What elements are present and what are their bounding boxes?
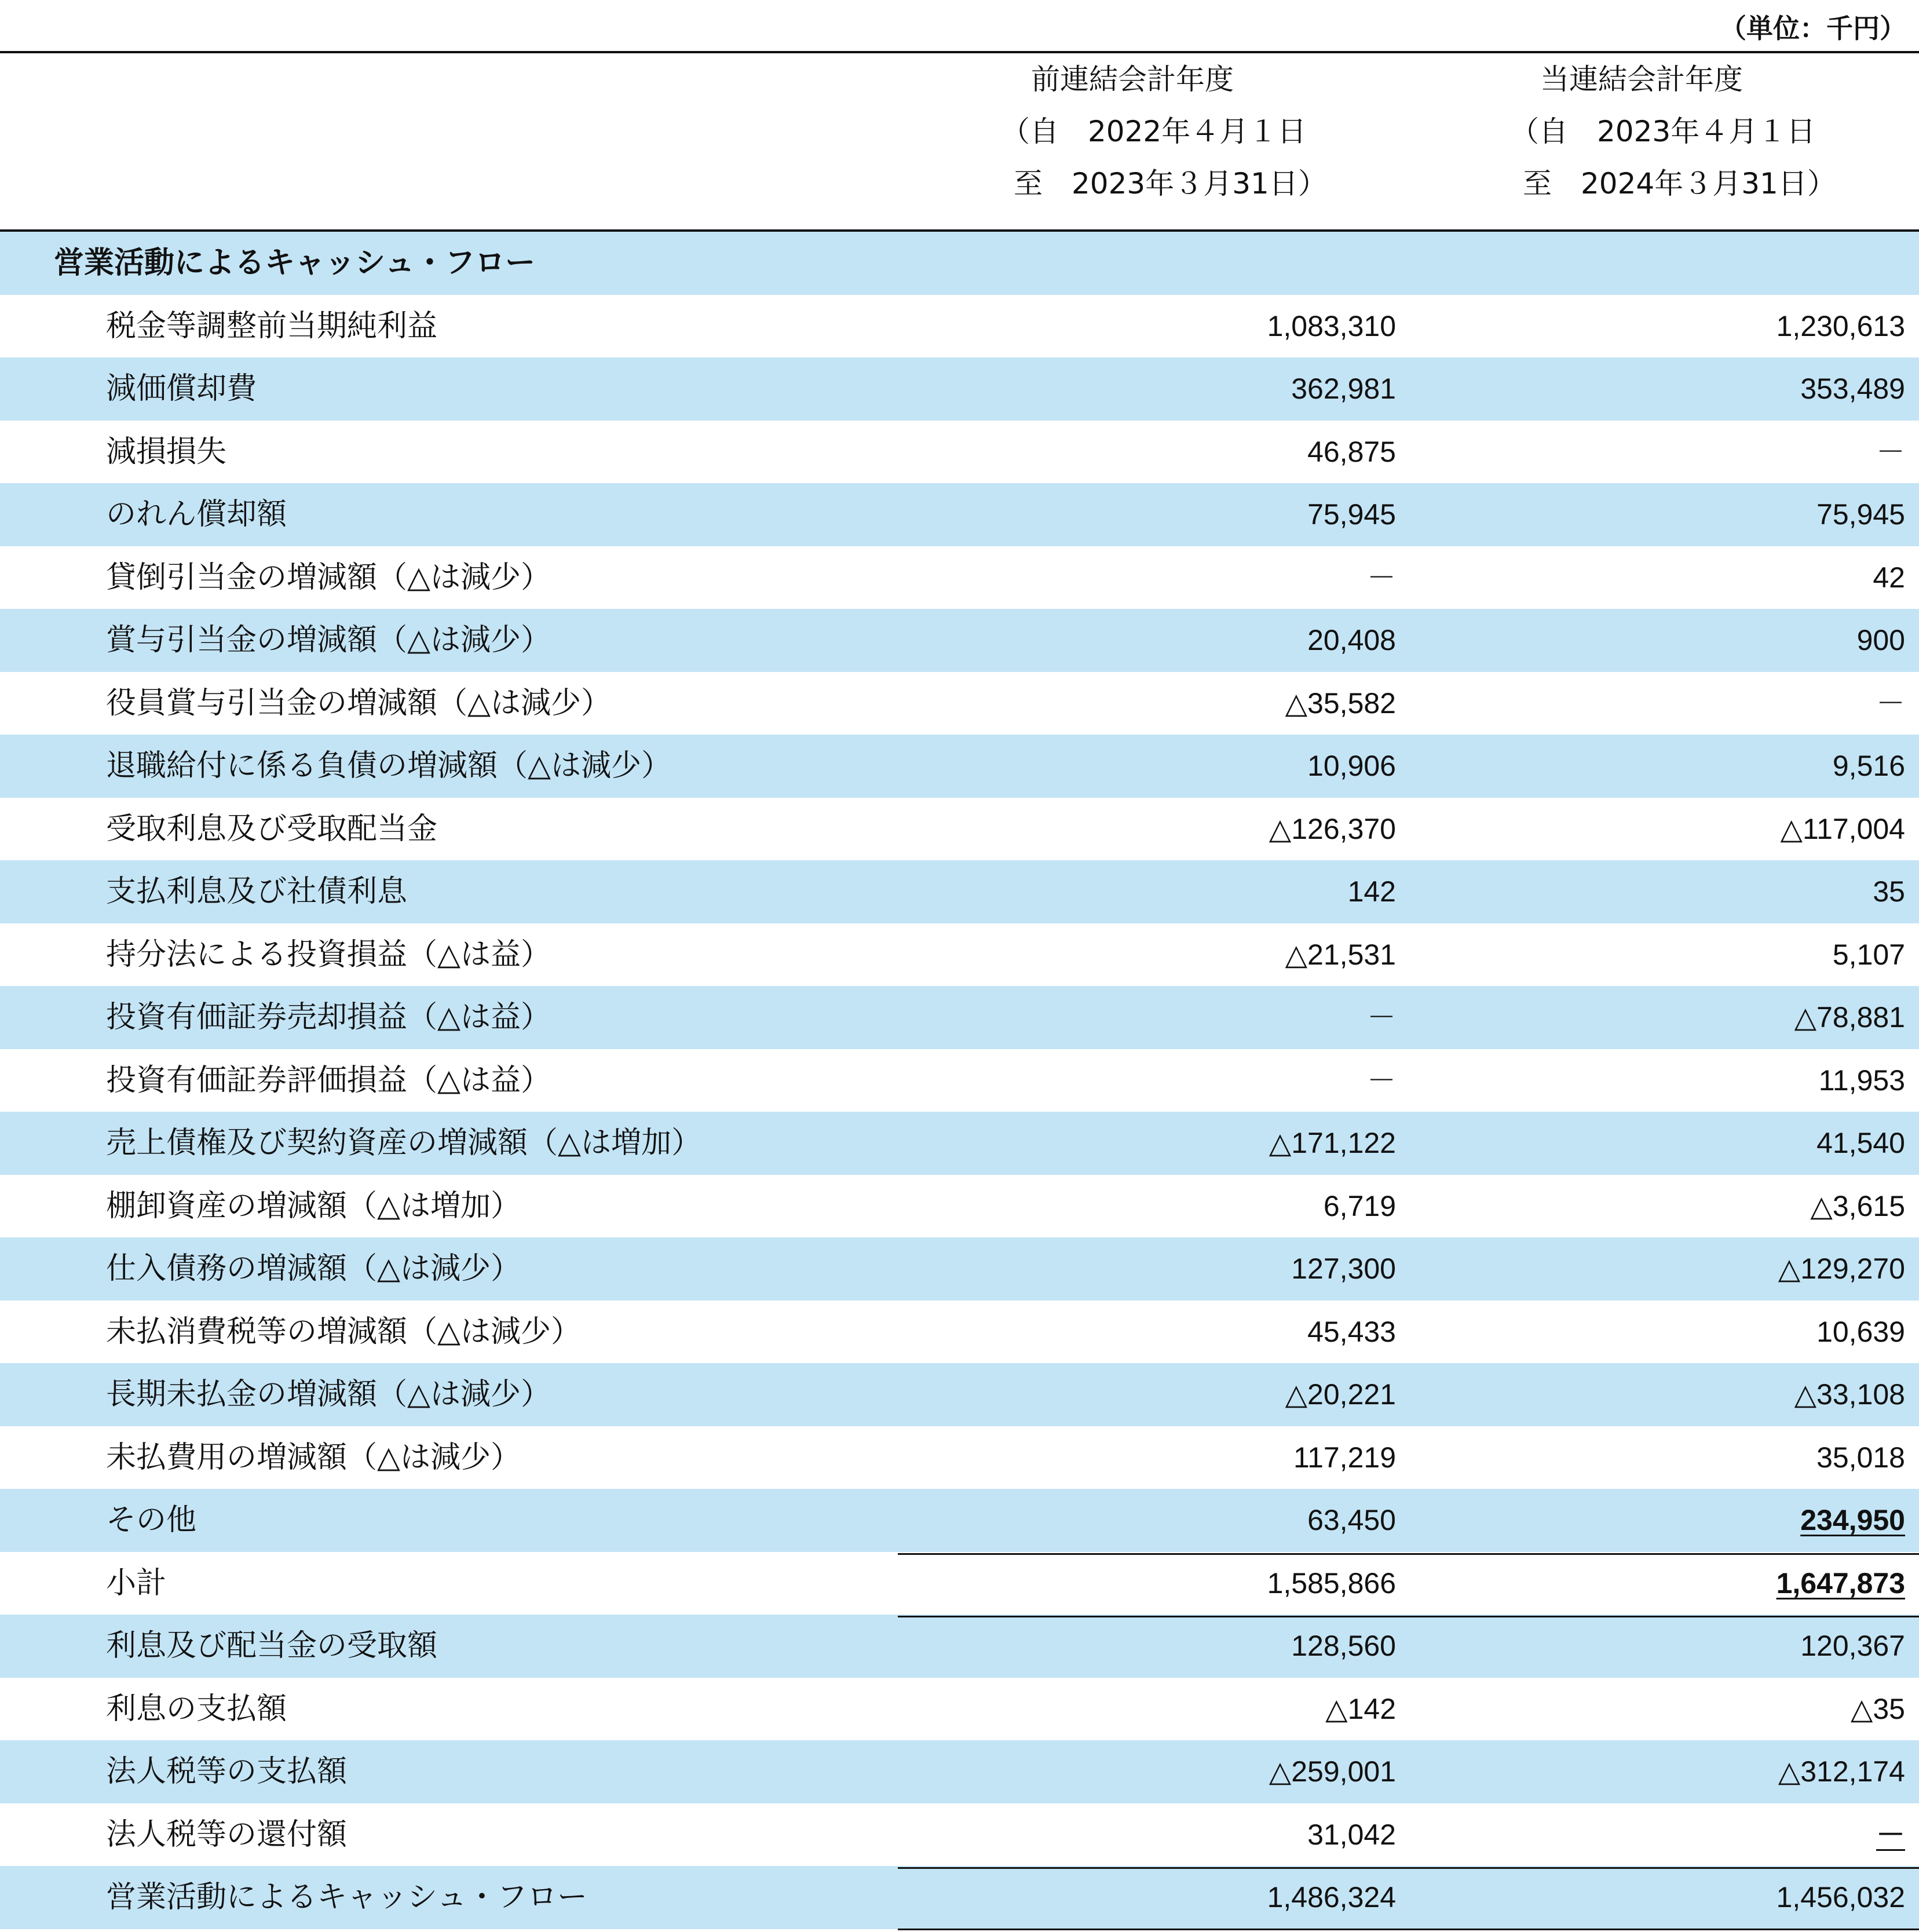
- table-row: [0, 1489, 1919, 1552]
- prev-value: △171,122: [1269, 1127, 1396, 1159]
- table-row: [0, 1049, 1919, 1112]
- prev-value: 10,906: [1307, 750, 1396, 782]
- prev-value: 46,875: [1307, 435, 1396, 468]
- curr-value: 11,953: [1818, 1064, 1905, 1097]
- table-row: [0, 1615, 1919, 1678]
- row-label: 貸倒引当金の増減額（△は減少）: [106, 560, 551, 595]
- curr-period-to: 至 2024年３月31日）: [1523, 167, 1836, 200]
- section-row: [0, 232, 1919, 295]
- curr-value: 353,489: [1800, 372, 1905, 405]
- row-label: 投資有価証券売却損益（△は益）: [106, 1000, 551, 1035]
- table-row: [0, 1112, 1919, 1175]
- prev-value: 1,486,324: [1267, 1881, 1396, 1913]
- row-label: 減損損失: [106, 434, 227, 469]
- subtotal-row: [0, 1552, 1919, 1615]
- prev-value: 362,981: [1291, 372, 1396, 405]
- curr-value: △3,615: [1810, 1189, 1905, 1222]
- curr-value: 35,018: [1816, 1441, 1905, 1474]
- row-label: 退職給付に係る負債の増減額（△は減少）: [106, 748, 671, 783]
- row-label: 役員賞与引当金の増減額（△は減少）: [106, 685, 611, 721]
- curr-value: 900: [1856, 624, 1905, 656]
- prev-value: －: [1367, 561, 1396, 594]
- prev-period-header: [950, 53, 1355, 210]
- table-row: [0, 923, 1919, 987]
- curr-value: 5,107: [1832, 938, 1905, 971]
- row-label: 受取利息及び受取配当金: [106, 811, 438, 846]
- table-row: [0, 672, 1919, 735]
- curr-value: △35: [1850, 1692, 1905, 1725]
- row-label: 持分法による投資損益（△は益）: [106, 937, 551, 972]
- row-label: 小計: [106, 1565, 167, 1601]
- curr-period-header: [1459, 53, 1865, 210]
- row-label: 賞与引当金の増減額（△は減少）: [106, 623, 551, 658]
- table-header: [0, 51, 1919, 232]
- curr-period-title: 当連結会計年度: [1540, 63, 1743, 96]
- row-label: 支払利息及び社債利息: [106, 874, 408, 909]
- row-label: 売上債権及び契約資産の増減額（△は増加）: [106, 1126, 701, 1160]
- table-row: [0, 1175, 1919, 1238]
- table-row: [0, 483, 1919, 546]
- curr-value: 1,456,032: [1776, 1881, 1905, 1913]
- prev-value: 45,433: [1307, 1315, 1396, 1348]
- row-label: 仕入債務の増減額（△は減少）: [106, 1251, 521, 1286]
- table-row: [0, 1301, 1919, 1364]
- row-label: 営業活動によるキャッシュ・フロー: [106, 1880, 587, 1915]
- total-top-rule: [898, 1867, 1919, 1869]
- cash-flow-table: [0, 232, 1919, 1929]
- row-label: 未払消費税等の増減額（△は減少）: [106, 1314, 581, 1349]
- table-row: [0, 1678, 1919, 1741]
- table-row: [0, 1740, 1919, 1803]
- prev-period-to: 至 2023年３月31日）: [1014, 167, 1327, 200]
- curr-value: △129,270: [1778, 1252, 1905, 1285]
- table-row: [0, 609, 1919, 672]
- curr-value: 1,647,873: [1776, 1566, 1905, 1599]
- prev-value: △126,370: [1269, 812, 1396, 845]
- curr-value: 35: [1873, 875, 1905, 908]
- table-row: [0, 1237, 1919, 1301]
- prev-period-from: （自 2022年４月１日: [1001, 115, 1307, 148]
- curr-value: －: [1876, 435, 1905, 468]
- curr-value: 9,516: [1832, 750, 1905, 782]
- table-row: [0, 1426, 1919, 1489]
- table-row: [0, 798, 1919, 861]
- prev-value: 1,585,866: [1267, 1566, 1396, 1599]
- curr-value: 10,639: [1816, 1315, 1905, 1348]
- row-label: のれん償却額: [106, 497, 287, 532]
- curr-period-from: （自 2023年４月１日: [1510, 115, 1816, 148]
- curr-value: 41,540: [1816, 1127, 1905, 1159]
- table-row: [0, 546, 1919, 609]
- table-row: [0, 735, 1919, 798]
- subtotal-bottom-rule: [898, 1616, 1919, 1617]
- row-label: その他: [106, 1503, 197, 1537]
- curr-value: 42: [1873, 561, 1905, 594]
- prev-value: 142: [1347, 875, 1396, 908]
- prev-value: －: [1367, 1001, 1396, 1033]
- total-row: [0, 1866, 1919, 1929]
- prev-value: 127,300: [1291, 1252, 1396, 1285]
- prev-value: 1,083,310: [1267, 309, 1396, 342]
- table-row: [0, 295, 1919, 358]
- curr-value: 75,945: [1816, 498, 1905, 531]
- prev-value: 128,560: [1291, 1630, 1396, 1662]
- prev-value: △20,221: [1285, 1378, 1396, 1411]
- prev-value: 6,719: [1323, 1189, 1396, 1222]
- curr-value: △117,004: [1780, 812, 1905, 845]
- curr-value: △312,174: [1778, 1755, 1905, 1788]
- table-row: [0, 421, 1919, 484]
- row-label: 法人税等の支払額: [106, 1754, 348, 1789]
- row-label: 投資有価証券評価損益（△は益）: [106, 1062, 551, 1098]
- subtotal-top-rule: [898, 1553, 1919, 1555]
- row-label: 利息の支払額: [106, 1691, 287, 1726]
- table-row: [0, 1363, 1919, 1426]
- row-label: 利息及び配当金の受取額: [106, 1628, 438, 1663]
- prev-value: △35,582: [1285, 686, 1396, 720]
- table-row: [0, 860, 1919, 923]
- curr-value: △33,108: [1794, 1378, 1905, 1411]
- row-label: 長期未払金の増減額（△は減少）: [106, 1377, 551, 1412]
- prev-period-title: 前連結会計年度: [1031, 63, 1234, 96]
- curr-value: －: [1876, 1818, 1905, 1851]
- table-row: [0, 986, 1919, 1049]
- prev-value: 117,219: [1293, 1441, 1396, 1474]
- curr-value: 120,367: [1800, 1630, 1905, 1662]
- prev-value: △259,001: [1269, 1755, 1396, 1788]
- total-bottom-rule: [898, 1929, 1919, 1930]
- prev-value: 20,408: [1307, 624, 1396, 656]
- unit-label: （単位：千円）: [1720, 13, 1906, 44]
- prev-value: △142: [1325, 1692, 1396, 1725]
- prev-value: 75,945: [1307, 498, 1396, 531]
- prev-value: －: [1367, 1064, 1396, 1097]
- curr-value: 234,950: [1800, 1504, 1905, 1536]
- table-row: [0, 1803, 1919, 1867]
- curr-value: －: [1876, 686, 1905, 720]
- prev-value: 31,042: [1307, 1818, 1396, 1851]
- row-label: 棚卸資産の増減額（△は増加）: [106, 1188, 521, 1224]
- row-label: 未払費用の増減額（△は減少）: [106, 1440, 521, 1475]
- prev-value: △21,531: [1285, 938, 1396, 971]
- table-row: [0, 357, 1919, 421]
- section-title: 営業活動によるキャッシュ・フロー: [54, 246, 535, 280]
- row-label: 法人税等の還付額: [106, 1817, 348, 1852]
- row-label: 税金等調整前当期純利益: [106, 308, 438, 344]
- row-label: 減価償却費: [106, 371, 257, 406]
- prev-value: 63,450: [1307, 1504, 1396, 1536]
- curr-value: △78,881: [1794, 1001, 1905, 1033]
- curr-value: 1,230,613: [1776, 309, 1905, 342]
